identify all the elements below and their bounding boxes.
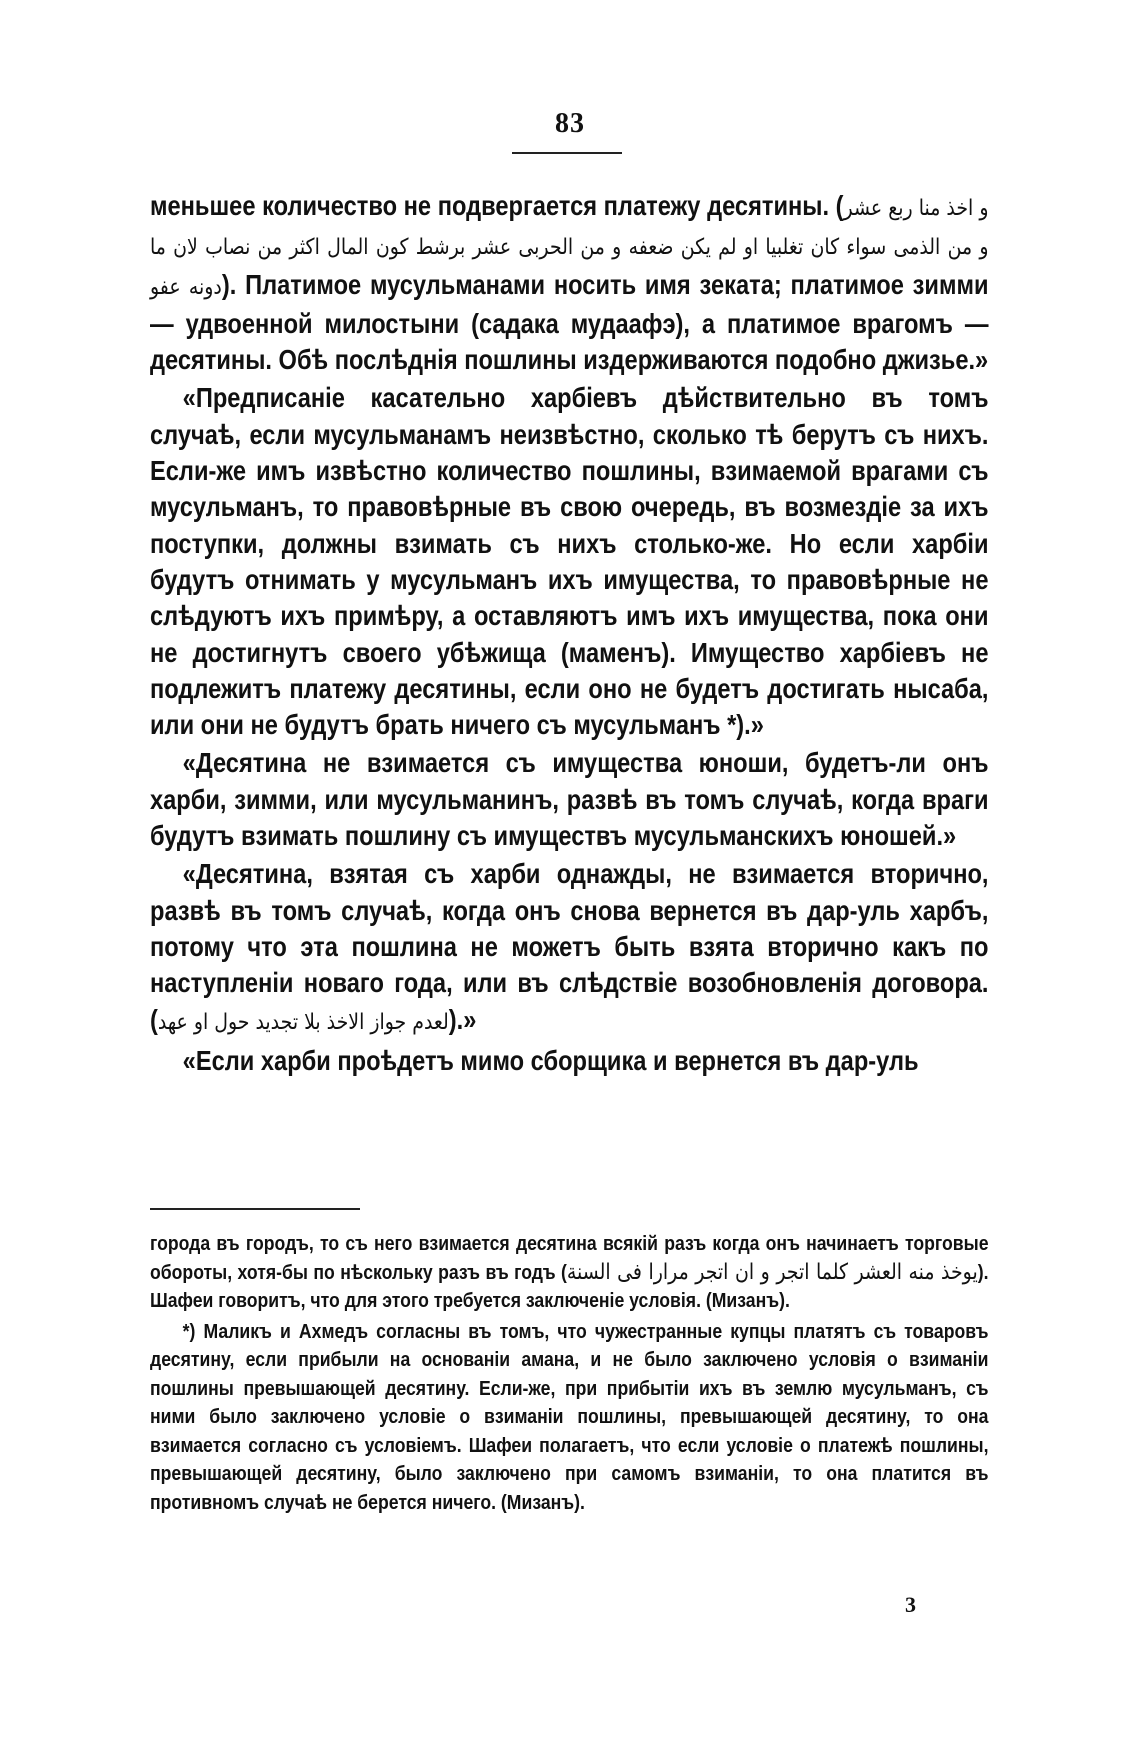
arabic-quote-2: لعدم جواز الاخذ بلا تجدید حول او عهد (157, 1009, 449, 1035)
footnote-continuation-end: ). Шафеи говоритъ, что для этого требуется заключеніе условія. (Мизанъ). (150, 1260, 989, 1312)
footnote-continuation-start: города въ городъ, то съ него взимается десятина всякій разъ когда онъ начинаетъ торговые обороты, хотя-бы по нѣскольку разъ въ годъ ( (150, 1232, 989, 1284)
arabic-quote-1: و اخذ منا ربع عشر و من الذمی سواء کان تغلبیا او لم یکن ضعفه و من الحربی عشر برشط کون المال اکثر من نصاب لان ما دونه عفو (150, 196, 989, 300)
paragraph-4 (150, 856, 989, 1040)
page-number-rule (512, 152, 622, 154)
paragraph-4-start: «Десятина, взятая съ харби однажды, не взимается вторично, развѣ въ томъ случаѣ, когда онъ снова вернется въ дар-уль харбъ, потому что эта пошлина не можетъ быть взята вторично какъ по наступленіи новаго года, или въ слѣдствіе возобновленія договора. ( (150, 858, 989, 1035)
signature-mark: 3 (905, 1592, 916, 1617)
footnote-rule (150, 1208, 360, 1210)
paragraph-1 (150, 188, 989, 378)
arabic-quote-3: یوخذ منه العشر کلما اتجر و ان اتجر مرارا فی السنة (566, 1259, 978, 1285)
paragraph-1-end: ). Платимое мусульманами носить имя зеката; платимое зимми — удвоенной милостыни (садака мудаафэ), а платимое врагомъ — десятины. Обѣ послѣднія пошлины издерживаются подобно джизье.» (150, 268, 989, 376)
paragraph-4-end: ).» (448, 1003, 477, 1035)
footnotes (150, 1230, 989, 1519)
main-text (150, 188, 989, 1081)
paragraph-3: «Десятина не взимается съ имущества юноши, будетъ-ли онъ харби, зимми, или мусульманинъ, развѣ въ томъ случаѣ, когда враги будутъ взимать пошлину съ имуществъ мусульманскихъ юношей.» (150, 747, 989, 852)
footnote-continuation (150, 1230, 989, 1316)
page-number: 83 (555, 108, 585, 139)
paragraph-2: «Предписаніе касательно харбіевъ дѣйствительно въ томъ случаѣ, если мусульманамъ неизвѣстно, сколько тѣ берутъ съ нихъ. Если-же имъ извѣстно количество пошлины, взимаемой врагами съ мусульманъ, то правовѣрные въ свою очередь, въ возмездіе за ихъ поступки, должны взимать съ нихъ столько-же. Но если харбіи будутъ отнимать у мусульманъ ихъ имущества, то правовѣрные не слѣдуютъ ихъ примѣру, а оставляютъ имъ ихъ имущества, пока они не достигнутъ своего убѣжища (маменъ). Имущество харбіевъ не подлежитъ платежу десятины, если оно не будетъ достигать нысаба, или они не будутъ брать ничего съ мусульманъ *).» (150, 382, 989, 741)
paragraph-1-start: меньшее количество не подвергается платежу десятины. ( (150, 190, 844, 221)
paragraph-5: «Если харби проѣдетъ мимо сборщика и вернется въ дар-уль (182, 1044, 919, 1076)
footnote-asterisk: *) Маликъ и Ахмедъ согласны въ томъ, что чужестранные купцы платятъ съ товаровъ десятину, если прибыли на основаніи амана, и не было заключено условія о взиманіи пошлины превышающей десятину. Если-же, при прибытіи ихъ въ землю мусульманъ, съ ними было заключено условіе о взиманіи пошлины, превышающей десятину, то она взимается согласно съ условіемъ. Шафеи полагаетъ, что если условіе о платежѣ пошлины, превышающей десятину, было заключено при самомъ взиманіи, то она платится въ противномъ случаѣ не берется ничего. (Мизанъ). (150, 1319, 989, 1514)
